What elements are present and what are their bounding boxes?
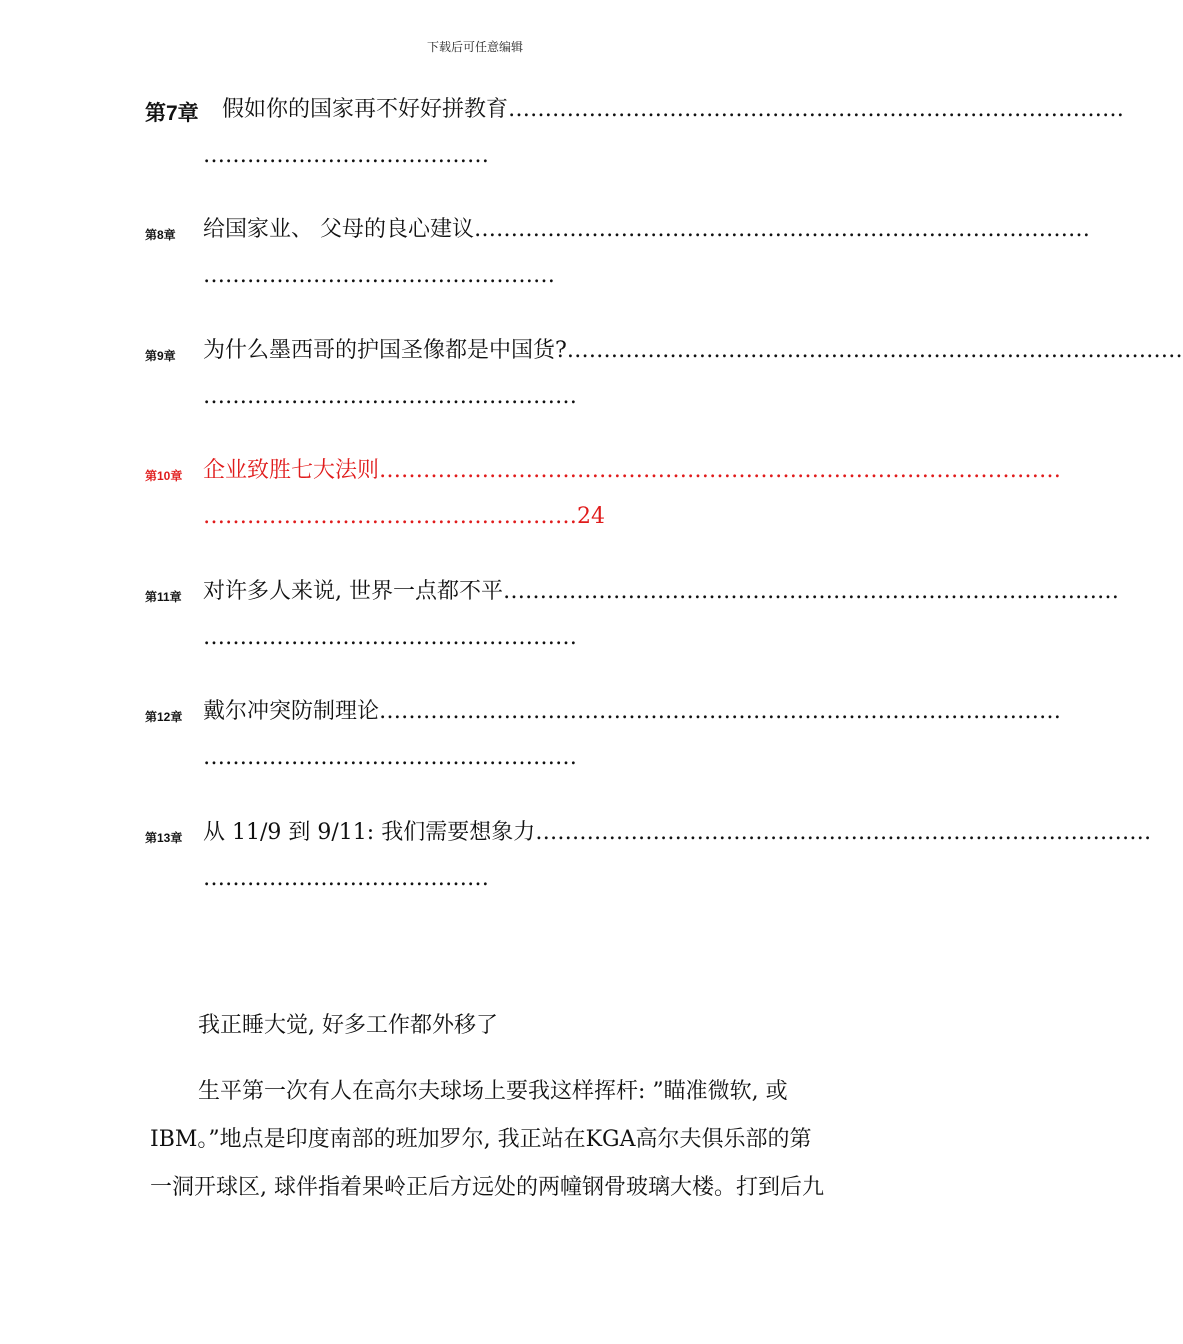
chapter-leader-line	[203, 382, 577, 412]
chapter-title: 企业致胜七大法则	[203, 458, 380, 483]
chapter-title-line	[203, 215, 1090, 245]
chapter-leader-line	[203, 141, 489, 171]
leader-dots: …………………………………………………………………………	[566, 338, 1183, 363]
chapter-number: 第11章	[145, 590, 182, 604]
chapter-number: 第9章	[145, 349, 176, 363]
chapter-title-line	[203, 818, 1152, 848]
chapter-number: 第13章	[145, 831, 183, 845]
body-line: 生平第一次有人在高尔夫球场上要我这样挥杆: ”瞄准微软, 或	[198, 1079, 788, 1104]
chapter-title: 为什么墨西哥的护国圣像都是中国货?	[203, 338, 567, 363]
chapter-title-line	[203, 456, 1062, 486]
chapter-leader-line	[203, 864, 489, 894]
leader-dots: ……………………………………………	[203, 384, 577, 409]
chapter-title: 给国家业、 父母的良心建议	[203, 217, 474, 242]
chapter-title-line	[222, 95, 1125, 125]
body-line: 一洞开球区, 球伴指着果岭正后方远处的两幢钢骨玻璃大楼。打到后九	[150, 1175, 824, 1200]
chapter-title-line	[203, 577, 1119, 607]
chapter-title-line	[203, 336, 1183, 366]
chapter-title: 假如你的国家再不好好拼教育	[222, 97, 509, 122]
leader-dots: …………………………………	[203, 866, 489, 891]
chapter-leader-line	[203, 743, 577, 773]
chapter-title-line	[203, 697, 1062, 727]
section-heading: 我正睡大觉, 好多工作都外移了	[198, 1013, 498, 1038]
chapter-leader-line	[203, 623, 577, 653]
leader-dots: ……………………………………………	[203, 625, 577, 650]
chapter-number: 第10章	[145, 469, 183, 483]
page-number: 24	[577, 504, 605, 529]
chapter-number: 第12章	[145, 710, 183, 724]
leader-dots: …………………………………………………………………………………	[379, 458, 1062, 483]
chapter-title: 对许多人来说, 世界一点都不平	[203, 579, 503, 604]
page-header: 下载后可任意编辑	[426, 40, 523, 54]
leader-dots: …………………………………………………………………………………	[379, 699, 1062, 724]
leader-dots: …………………………………	[203, 143, 489, 168]
leader-dots: …………………………………………	[203, 263, 555, 288]
chapter-title: 从 11/9 到 9/11: 我们需要想象力	[203, 820, 536, 845]
leader-dots: …………………………………………………………………………	[535, 820, 1152, 845]
leader-dots: …………………………………………………………………………	[474, 217, 1090, 242]
body-line: IBM。”地点是印度南部的班加罗尔, 我正站在KGA高尔夫俱乐部的第	[150, 1127, 812, 1152]
chapter-leader-line	[203, 502, 605, 532]
leader-dots: ……………………………………………	[203, 745, 577, 770]
chapter-title: 戴尔冲突防制理论	[203, 699, 380, 724]
chapter-number: 第8章	[145, 228, 176, 242]
chapter-number: 第7章	[145, 102, 199, 125]
chapter-leader-line	[203, 261, 555, 291]
leader-dots: ……………………………………………	[203, 504, 577, 529]
leader-dots: …………………………………………………………………………	[503, 579, 1119, 604]
leader-dots: …………………………………………………………………………	[508, 97, 1125, 122]
